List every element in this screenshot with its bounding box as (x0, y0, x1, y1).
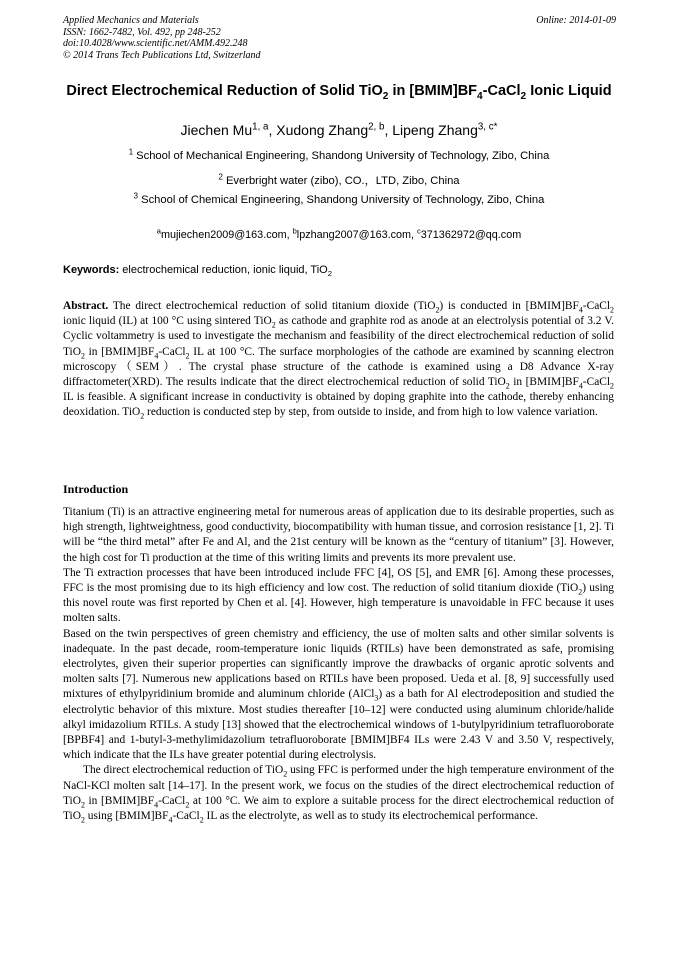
author-name: , Lipeng Zhang (384, 122, 478, 138)
journal-header (63, 15, 261, 61)
journal-name: Applied Mechanics and Materials (63, 15, 199, 26)
introduction-body (63, 505, 614, 824)
author-name: Jiechen Mu (180, 122, 253, 138)
keywords: Keywords: electrochemical reduction, ionic liquid, TiO$_2$ (63, 264, 333, 279)
abstract-label: Abstract. (63, 300, 109, 312)
affiliation: $^3$ School of Chemical Engineering, Shandong University of Technology, Zibo, China (133, 191, 545, 206)
paragraph: The direct electrochemical reduction of TiO$_2$ using FFC is performed under the high temperature environment of the NaCl-KCl molten salt [14–17]. In the present work, we focus on the studies of the direct electrochemical reduction of TiO$_2$ in $[BMIM]BF_4-CaCl_2$ at 100 °C. We aim to explore a suitable process for the direct electrochemical reduction of TiO$_2$ using $[BMIM]BF_4-CaCl_2$ IL as the electrolyte, as well as to study its electrochemical performance. (63, 764, 615, 825)
paragraph: Based on the twin perspectives of green chemistry and efficiency, the use of molten salts and other similar solvents is inadequate. In the past decade, room-temperature ionic liquids (RTILs) have been demonstrated as safe, promising electrolytes, given their superior properties can significantly improve the drawbacks of organic aprotic solvents and molten salts [7]. Numerous new applications based on RTILs have been proposed. Ueda et al. [8, 9] successfully used mixtures of ethylpyridinium bromide and aluminum chloride (AlCl$_3$) as a bath for Al electrodeposition and studied the electrolytic behavior of this mixture. Most studies thereafter [10–12] were conducted using aluminum chloride/halide alkyl imidazolium RTILs. A study [13] showed that the electrochemical windows of 1-butylpyridinium tetrafluoroborate [BPBF4] and 1-butyl-3-methylimidazolium tetrafluoroborate [BMIM]BF4 ILs were 2.43 V and 3.50 V, respectively, which indicate that the ILs have greater potential during electrolysis. (63, 627, 614, 762)
author-list: Jiechen Mu$^{1, a}$, Xudong Zhang$^{2, b}$, Lipeng Zhang$^{3, c*}$ (180, 121, 498, 138)
copyright-line: © 2014 Trans Tech Publications Ltd, Switzerland (63, 49, 261, 61)
author-emails: $^a$mujiechen2009@163.com, $^b$lpzhang2007@163.com, $^c$371362972@qq.com (156, 226, 522, 241)
issn-line: ISSN: 1662-7482, Vol. 492, pp 248-252 (63, 26, 221, 38)
affiliation: $^1$ School of Mechanical Engineering, Shandong University of Technology, Zibo, China (128, 147, 550, 162)
affiliation: $^2$ Everbright water (zibo), CO.，LTD, Zibo, China (218, 172, 460, 187)
section-heading-introduction: Introduction (63, 482, 129, 496)
paragraph: The Ti extraction processes that have been introduced include FFC [4], OS [5], and EMR [6]. Among these processes, FFC is the most promising due to its high efficiency and low cost. The reduction of solid titanium dioxide (TiO$_2$) using this novel route was first reported by Chen et al. [4]. However, high temperature is unavoidable in FFC because it uses molten salts. (63, 566, 614, 625)
paragraph: Titanium (Ti) is an attractive engineering metal for numerous areas of application due to its desirable properties, such as high strength, lightweightness, good conductivity, biocompatibility with human tissue, and corrosion resistance [1, 2]. Ti will be “the third metal” after Fe and Al, and the 21st century will be known as the “century of titanium” [3]. However, the high cost for Ti production at the time of this writing limits and prevents its more prevalent use. (63, 506, 614, 564)
online-date: Online: 2014-01-09 (536, 15, 616, 26)
paper-title: Direct Electrochemical Reduction of Solid TiO$_2$ in $[BMIM]BF_4-CaCl_2$ Ionic Liquid (66, 83, 612, 102)
author-name: , Xudong Zhang (268, 122, 369, 138)
abstract: Abstract. The direct electrochemical reduction of solid titanium dioxide (TiO$_2$) is conducted in $[BMIM]BF_4-CaCl_2$ ionic liquid (IL) at 100 °C using sintered TiO$_2$ as cathode and graphite rod as anode at an electrolysis potential of 3.2 V. Cyclic voltammetry is used to investigate the mechanism and feasibility of the direct electrochemical reduction of solid TiO$_2$ in $[BMIM]BF_4-CaCl_2$ IL at 100 °C. The surface morphologies of the cathode are examined by scanning electron microscopy（SEM）. The crystal phase structure of the cathode is examined using a D8 Advance X-ray diffractometer(XRD). The results indicate that the direct electrochemical reduction of solid TiO$_2$ in $[BMIM]BF_4-CaCl_2$ IL is feasible. A significant increase in conductivity is obtained by doping graphite into the cathode, thereby enhancing deoxidation. TiO$_2$ reduction is conducted step by step, from outside to inside, and from high to low valence variation. (63, 300, 614, 421)
keywords-label: Keywords: (63, 264, 120, 276)
doi-line: doi:10.4028/www.scientific.net/AMM.492.248 (63, 38, 248, 49)
